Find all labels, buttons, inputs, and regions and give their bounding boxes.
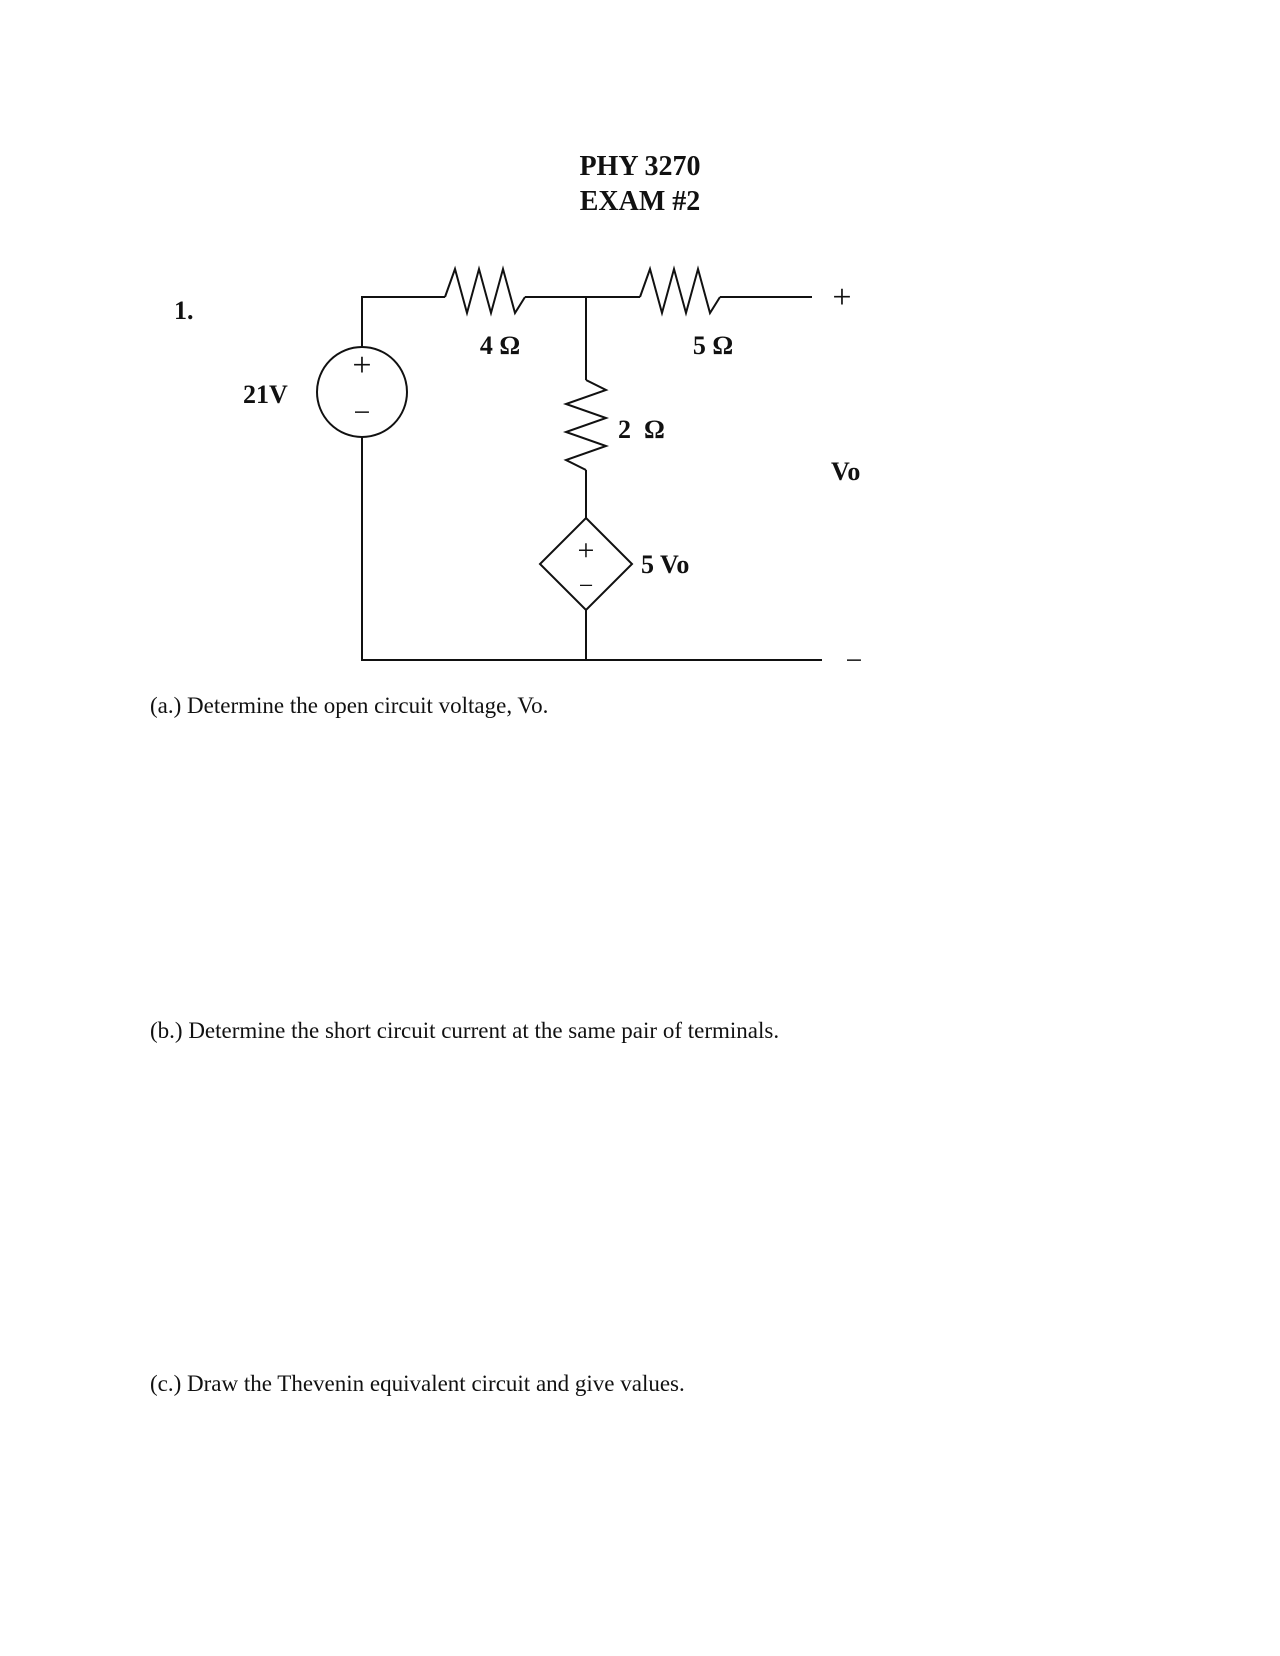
resistor-2-ohm — [566, 380, 606, 470]
terminal-minus-sign: − — [845, 644, 863, 677]
source-voltage-label: 21V — [243, 380, 288, 409]
course-title: PHY 3270 — [579, 151, 701, 182]
source-minus-sign: − — [353, 396, 371, 429]
dependent-plus-sign: + — [577, 534, 595, 567]
resistor-5-ohm — [640, 269, 720, 313]
question-a: (a.) Determine the open circuit voltage, Vo. — [150, 693, 549, 718]
question-c: (c.) Draw the Thevenin equivalent circuit and give values. — [150, 1371, 685, 1396]
terminal-plus-sign: + — [832, 279, 852, 316]
problem-number: 1. — [174, 296, 194, 325]
question-b: (b.) Determine the short circuit current at the same pair of terminals. — [150, 1018, 780, 1043]
wire-left-top — [362, 297, 445, 347]
r1-label: 4 Ω — [479, 331, 521, 360]
resistor-4-ohm — [445, 269, 525, 313]
r2-label: 2 Ω — [618, 415, 665, 444]
circuit-diagram — [0, 0, 1280, 720]
r3-label: 5 Ω — [692, 331, 734, 360]
output-voltage-label: Vo — [831, 457, 861, 486]
dependent-source-label: 5 Vo — [641, 550, 690, 579]
dependent-minus-sign: − — [578, 571, 594, 600]
source-plus-sign: + — [352, 347, 372, 384]
exam-title: EXAM #2 — [579, 186, 701, 217]
